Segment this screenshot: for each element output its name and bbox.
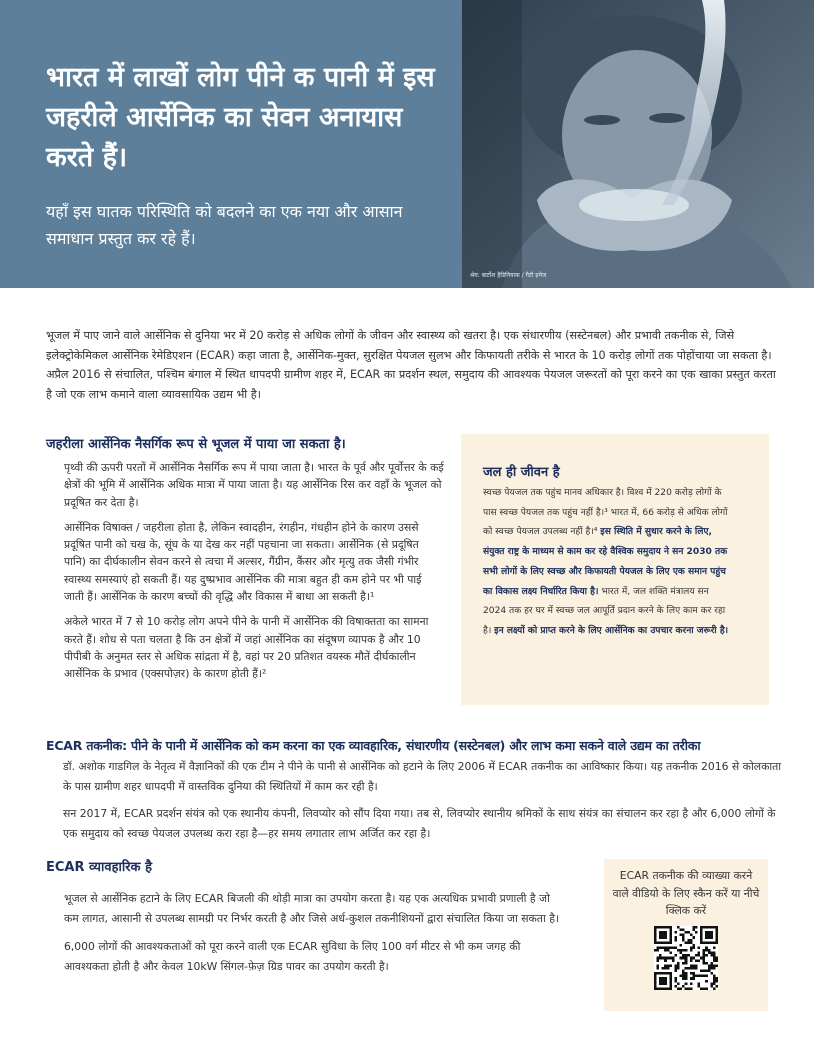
sidebar-bold-1: इस स्थिति में सुधार करने के लिए, संयुक्त राष्ट्र के माध्यम से काम कर रहे वैश्विक समुदाय ने सन 2030 तक सभी लोगों के लिए स्वच्छ और किफायती पेयजल के लिए एक समान पहुंच का विकास लक्ष्य निर्धारित किया है। <box>483 527 728 597</box>
sidebar-body <box>483 484 733 642</box>
qr-caption: ECAR तकनीक की व्याख्या करने वाले वीडियो के लिए स्कैन करें या नीचे क्लिक करें <box>612 869 760 917</box>
ecar-technology-heading: ECAR तकनीक: पीने के पानी में आर्सेनिक को कम करना का एक व्यावहारिक, संधारणीय (सस्टेनबल) और लाभ कमा सकने वाले उद्यम का तरीका <box>46 738 701 753</box>
ecar-technology-paragraph-2: सन 2017 में, ECAR प्रदर्शन संयंत्र को एक स्थानीय कंपनी, लिवप्योर को सौंप दिया गया। तब से, लिवप्योर स्थानीय श्रमिकों के साथ संयंत्र का संचालन कर रहा है और 6,000 लोगों के एक समुदाय को स्वच्छ पेयजल उपलब्ध करा रहा है—हर समय लगातार लाभ अर्जित कर रहा है। <box>63 807 776 840</box>
water-is-life-sidebar <box>461 434 769 705</box>
arsenic-paragraph-3: अकेले भारत में 7 से 10 करोड़ लोग अपने पीने के पानी में आर्सेनिक की विषाक्तता का सामना करते हैं। शोध से पता चलता है कि उन क्षेत्रों में जहां आर्सेनिक का संदूषण व्यापक है और 10 पीपीबी के अनुमत स्तर से अधिक सांद्रता में है, वहां पर 20 प्रतिशत वयस्क मौतें दीर्घकालीन आर्सेनिक के प्रभाव (एक्सपोज़र) के कारण होती हैं।² <box>64 615 429 681</box>
arsenic-paragraph-2: आर्सेनिक विषाक्त / जहरीला होता है, लेकिन स्वादहीन, रंगहीन, गंधहीन होने के कारण उससे प्रदूषित पानी को चख के, सूंघ के या देख कर नहीं पहचाना जा सकता। आर्सेनिक (से प्रदूषित पानि) का दीर्घकालीन सेवन करने से त्वचा में अल्सर, गैंग्रीन, कैंसर और मृत्यु तक जैसी गंभीर स्वास्थ्य समस्याएं हो सकती हैं। यह दुष्प्रभाव आर्सेनिक की मात्रा बहुत ही कम होने पर भी पाई जाती हैं। आर्सेनिक के कारण बच्चों की वृद्धि और विकास में बाधा आ सकती है।¹ <box>64 520 422 604</box>
arsenic-paragraph-1: पृथ्वी की ऊपरी परतों में आर्सेनिक नैसर्गिक रूप में पाया जाता है। भारत के पूर्व और पूर्वोत्तर के कई क्षेत्रों की भूमि में आर्सेनिक अधिक मात्रा में पाया जाता है। यह आर्सेनिक रिस कर वहाँ के भूजल को प्रदूषित कर देता है। <box>64 461 444 509</box>
sidebar-text-1: स्वच्छ पेयजल तक पहुंच मानव अधिकार है। विश्व में 220 करोड़ लोगों के पास स्वच्छ पेयजल तक पहुंच नहीं है।³ भारत में, 66 करोड़ से अधिक लोगों को स्वच्छ पेयजल उपलब्ध नहीं है।⁴ <box>483 488 728 538</box>
photo-credit: श्रेय: बार्टोश हैडिनियाक / गैटी इमेज <box>470 272 547 279</box>
qr-code-icon[interactable] <box>654 926 718 990</box>
hero-subtitle: यहाँ इस घातक परिस्थिति को बदलने का एक नया और आसान समाधान प्रस्तुत कर रहे हैं। <box>46 202 403 248</box>
sidebar-text-2: भारत में, जल शक्ति मंत्रालय सन 2024 तक हर घर में स्वच्छ जल आपूर्ति प्रदान करने के लिए काम कर रहा है। <box>483 586 726 636</box>
ecar-technology-section <box>46 737 786 851</box>
hero-banner <box>0 0 814 288</box>
sidebar-heading: जल ही जीवन है <box>483 465 560 480</box>
qr-callout <box>604 859 768 1011</box>
ecar-practical-paragraph-1: भूजल से आर्सेनिक हटाने के लिए ECAR बिजली की थोड़ी मात्रा का उपयोग करता है। यह एक अत्यधिक प्रभावी प्रणाली है जो कम लागत, आसानी से उपलब्ध सामग्री पर निर्भर करती है और जिसे अर्ध-कुशल तकनीशियनों द्वारा संचालित किया जा सकता है। <box>64 892 560 925</box>
ecar-practical-section <box>46 857 566 985</box>
ecar-technology-paragraph-1: डॉ. अशोक गाडगिल के नेतृत्व में वैज्ञानिकों की एक टीम ने पीने के पानी से आर्सेनिक को हटाने के लिए 2006 में ECAR तकनीक का आविष्कार किया। यह तकनीक 2016 से कोलकाता के पास ग्रामीण शहर धापदपी में वास्तविक दुनिया की स्थितियों में काम कर रही है। <box>63 760 782 793</box>
page-title: भारत में लाखों लोग पीने क पानी में इस जहरीले आर्सेनिक का सेवन अनायास करते हैं। <box>46 62 435 173</box>
sidebar-bold-2: इन लक्ष्यों को प्राप्त करने के लिए आर्सेनिक का उपचार करना जरूरी है। <box>494 625 729 636</box>
arsenic-heading: जहरीला आर्सेनिक नैसर्गिक रूप से भूजल में पाया जा सकता है। <box>46 437 346 452</box>
child-drinking-water-image <box>462 0 814 288</box>
ecar-practical-heading: ECAR व्यावहारिक है <box>46 860 152 875</box>
ecar-practical-paragraph-2: 6,000 लोगों की आवश्यकताओं को पूरा करने वाली एक ECAR सुविधा के लिए 100 वर्ग मीटर से भी कम जगह की आवश्यकता होती है और केवल 10kW सिंगल-फ़ेज़ ग्रिड पावर का उपयोग करती है। <box>64 940 521 973</box>
intro-paragraph: भूजल में पाए जाने वाले आर्सेनिक से दुनिया भर में 20 करोड़ से अधिक लोगों के जीवन और स्वास्थ्य को खतरा है। एक संधारणीय (सस्टेनबल) और प्रभावी तकनीक से, जिसे इलेक्ट्रोकेमिकल आर्सेनिक रेमेडिएशन (ECAR) कहा जाता है, आर्सेनिक-मुक्त, सुरक्षित पेयजल सुलभ और किफायती तरीके से भारत के 10 करोड़ लोगों तक पोहोंचाया जा सकता है। अप्रैल 2016 से संचालित, पश्चिम बंगाल में स्थित धापदपी ग्रामीण शहर में, ECAR का प्रदर्शन स्थल, समुदाय की आवश्यक पेयजल जरूरतों को पूरा करने का एक खाका प्रस्तुत करता है जो एक लाभ कमाने वाला व्यावसायिक उद्यम भी है। <box>46 329 776 401</box>
arsenic-section <box>46 434 446 691</box>
hero-photo <box>462 0 814 288</box>
